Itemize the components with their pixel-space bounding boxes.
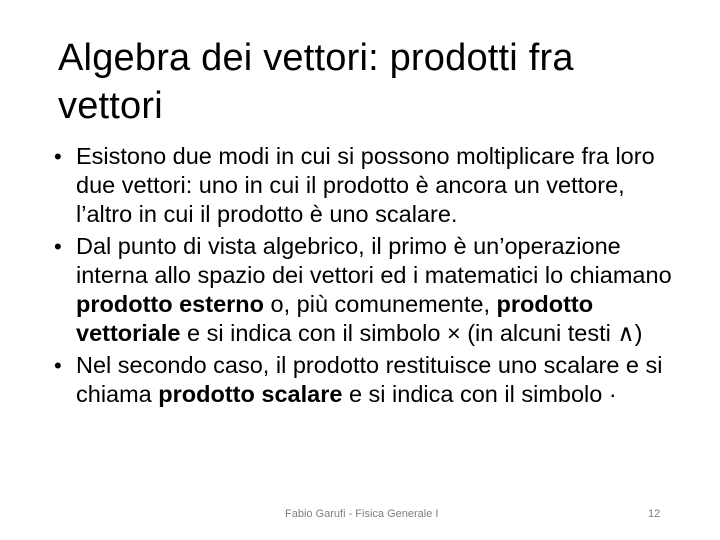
bullet-item (52, 232, 682, 348)
slide-content (52, 142, 682, 412)
bullet-text: Dal punto di vista algebrico, il primo è un’operazione interna allo spazio dei vettori ed i matematici lo chiamano (76, 233, 672, 288)
slide-title: Algebra dei vettori: prodotti fra vettori (58, 37, 574, 127)
bullet-dot-icon: • (54, 144, 62, 169)
bullet-item (52, 351, 682, 409)
bullet-text: o, più comunemente, (264, 291, 497, 317)
bullet-text: e si indica con il simbolo · (342, 381, 617, 407)
bold-term-prodotto-scalare: prodotto scalare (158, 381, 343, 407)
slide-footer (0, 508, 720, 524)
bullet-text: Nel secondo caso, il prodotto restituisce uno scalare e si chiama (76, 352, 663, 407)
bullet-item (52, 142, 682, 229)
footer-author: Fabio Garufi - Fisica Generale I (285, 508, 439, 520)
bold-term-prodotto-esterno: prodotto esterno (76, 291, 264, 317)
bold-term-prodotto-vettoriale: prodotto vettoriale (76, 291, 594, 346)
bullet-text: e si indica con il simbolo × (in alcuni testi ∧) (180, 320, 643, 346)
bullet-dot-icon: • (54, 234, 62, 259)
bullet-text: Esistono due modi in cui si possono moltiplicare fra loro due vettori: uno in cui il prodotto è ancora un vettore, l’altro in cui il prodotto è uno scalare. (76, 143, 655, 227)
page-number: 12 (648, 508, 661, 520)
bullet-dot-icon: • (54, 353, 62, 378)
